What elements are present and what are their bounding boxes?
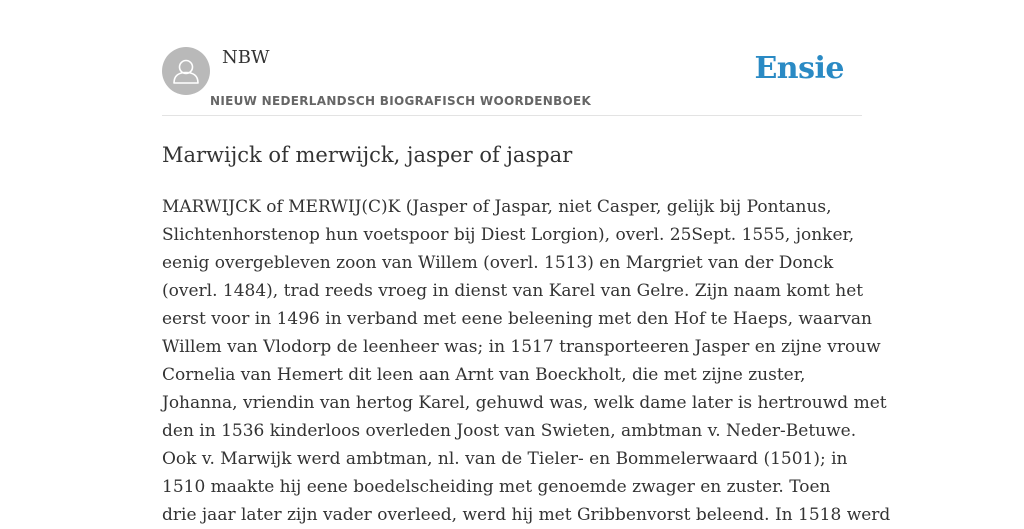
brand-logo[interactable]: Ensie: [754, 51, 844, 86]
article-line: (overl. 1484), trad reeds vroeg in dienst van Karel van Gelre. Zijn naam komt het: [162, 281, 864, 301]
article-line: Ook v. Marwijk werd ambtman, nl. van de Tieler- en Bommelerwaard (1501); in: [162, 449, 848, 469]
page: [162, 0, 891, 525]
article-line: den in 1536 kinderloos overleden Joost van Swieten, ambtman v. Neder-Betuwe.: [162, 421, 857, 441]
source-name[interactable]: NBW: [222, 47, 270, 68]
article-line: Slichtenhorstenop hun voetspoor bij Diest Lorgion), overl. 25Sept. 1555, jonker,: [162, 225, 855, 245]
article-line: drie jaar later zijn vader overleed, werd hij met Gribbenvorst beleend. In 1518 werd: [162, 505, 891, 525]
article-line: eenig overgebleven zoon van Willem (overl. 1513) en Margriet van der Donck: [162, 253, 834, 273]
source-header: [162, 0, 862, 116]
article-line: Cornelia van Hemert dit leen aan Arnt van Boeckholt, die met zijne zuster,: [162, 365, 806, 385]
article-line: MARWIJCK of MERWIJ(C)K (Jasper of Jaspar, niet Casper, gelijk bij Pontanus,: [162, 197, 832, 217]
article-line: 1510 maakte hij eene boedelscheiding met genoemde zwager en zuster. Toen: [162, 477, 831, 497]
article-line: eerst voor in 1496 in verband met eene beleening met den Hof te Haeps, waarvan: [162, 309, 873, 329]
article-line: Johanna, vriendin van hertog Karel, gehuwd was, welk dame later is hertrouwd met: [162, 393, 887, 413]
avatar[interactable]: [162, 47, 210, 95]
source-subtitle: NIEUW NEDERLANDSCH BIOGRAFISCH WOORDENBOEK: [210, 94, 592, 108]
article-title: Marwijck of merwijck, jasper of jaspar: [162, 143, 573, 167]
user-silhouette-icon: [162, 47, 210, 95]
article-line: Willem van Vlodorp de leenheer was; in 1517 transporteeren Jasper en zijne vrouw: [162, 337, 881, 357]
article-body: [162, 193, 891, 529]
